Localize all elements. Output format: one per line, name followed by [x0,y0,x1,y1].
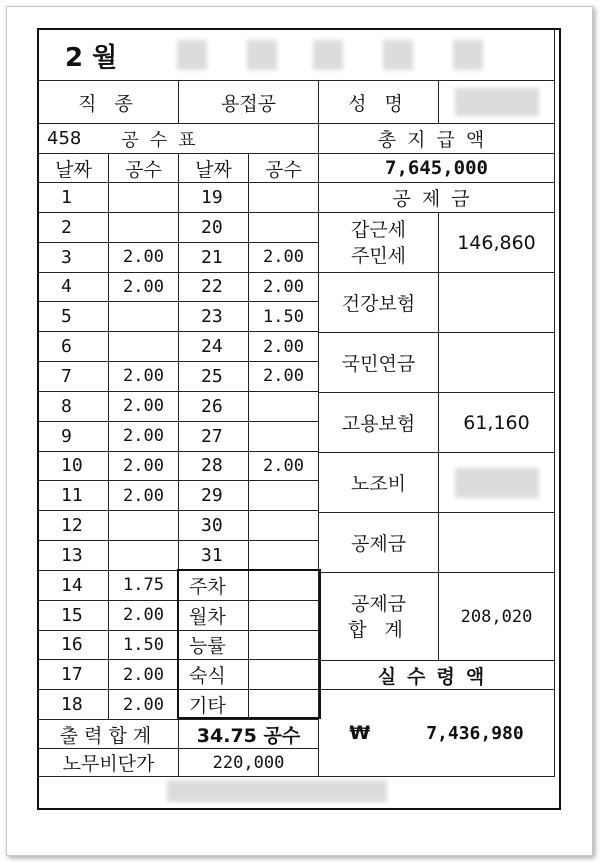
row-day-a: 13 [39,541,109,571]
col-date-2: 날짜 [179,154,249,183]
net-pay-value: 7,436,980 [426,722,524,744]
row-hours-a: 2.00 [109,422,179,452]
row-hours-a [109,183,179,213]
income-tax-label [319,213,439,273]
row-day-b: 25 [179,362,249,392]
gross-value: 7,645,000 [319,154,555,183]
net-pay-label: 실수령액 [319,661,555,690]
total-deduction-label [319,573,439,661]
union-fee-label: 노조비 [319,453,439,513]
row-day-b: 28 [179,451,249,481]
month-title: 2 월 [65,42,118,73]
row-hours-a: 2.00 [109,243,179,273]
col-hours-1: 공수 [109,154,179,183]
row-day-b: 24 [179,332,249,362]
row-day-b: 19 [179,183,249,213]
health-insurance-value [439,273,555,333]
pension-label: 국민연금 [319,333,439,393]
employment-insurance-value: 61,160 [439,393,555,453]
name-value [439,81,555,124]
income-tax-value: 146,860 [439,213,555,273]
job-label: 직 종 [39,81,179,124]
row-hours-a: 2.00 [109,392,179,422]
total-label: 출력합계 [39,720,179,749]
name-label: 성 명 [319,81,439,124]
row-hours-b: 2.00 [249,243,319,273]
row-hours-a: 1.50 [109,630,179,660]
row-hours-a [109,541,179,571]
row-day-b: 27 [179,422,249,452]
row-day-b: 26 [179,392,249,422]
total-deduction-text-2: 합 계 [348,618,409,641]
row-hours-a: 1.75 [109,571,179,601]
pension-value [439,333,555,393]
row-day-a: 18 [39,690,109,720]
redacted-block [453,40,483,70]
row-day-a: 16 [39,630,109,660]
row-hours-b: 2.00 [249,451,319,481]
row-day-b: 30 [179,511,249,541]
employment-insurance-label: 고용보험 [319,393,439,453]
timesheet-code: 458 [47,128,82,149]
deduction-label: 공제금 [319,513,439,573]
row-hours-a: 2.00 [109,601,179,631]
redacted-footer [167,780,387,802]
income-tax-text: 갑근세 [350,218,407,241]
union-fee-value [439,453,555,513]
row-hours-b [249,213,319,243]
redacted-block [313,40,343,70]
net-pay-box [319,690,555,777]
row-hours-b [249,630,319,660]
row-hours-b: 2.00 [249,272,319,302]
total-value: 34.75 공수 [179,720,319,749]
row-hours-b [249,660,319,690]
row-hours-b: 1.50 [249,302,319,332]
row-day-b: 23 [179,302,249,332]
row-day-a: 5 [39,302,109,332]
row-day-a: 11 [39,481,109,511]
row-hours-a [109,332,179,362]
row-day-a: 12 [39,511,109,541]
row-hours-a: 2.00 [109,272,179,302]
job-value: 용접공 [179,81,319,124]
row-day-a: 14 [39,571,109,601]
redacted-union-fee [455,468,539,498]
row-hours-b: 2.00 [249,332,319,362]
row-day-b: 능률 [179,630,249,660]
row-day-a: 1 [39,183,109,213]
row-hours-a: 2.00 [109,660,179,690]
row-hours-b [249,422,319,452]
row-day-a: 7 [39,362,109,392]
health-insurance-label: 건강보험 [319,273,439,333]
row-hours-b: 2.00 [249,362,319,392]
row-hours-b [249,541,319,571]
row-day-b: 20 [179,213,249,243]
row-day-a: 15 [39,601,109,631]
row-day-b: 숙식 [179,660,249,690]
row-hours-b [249,690,319,720]
total-deduction-value: 208,020 [439,573,555,661]
row-day-b: 월차 [179,601,249,631]
row-hours-a [109,213,179,243]
deduction-value [439,513,555,573]
row-hours-b [249,481,319,511]
row-day-b: 21 [179,243,249,273]
timesheet-title: 공수표 [121,129,207,151]
row-day-a: 17 [39,660,109,690]
col-date-1: 날짜 [39,154,109,183]
row-hours-a [109,511,179,541]
won-symbol: ₩ [349,722,371,744]
timesheet-title-row [39,124,319,154]
redacted-name [455,88,539,116]
row-day-a: 4 [39,272,109,302]
row-hours-a [109,302,179,332]
row-hours-b [249,571,319,601]
resident-tax-text: 주민세 [350,244,407,267]
row-day-a: 2 [39,213,109,243]
row-hours-a: 2.00 [109,690,179,720]
row-day-a: 9 [39,422,109,452]
gross-label: 총지급액 [319,124,555,154]
redacted-block [383,40,413,70]
row-day-b: 기타 [179,690,249,720]
row-day-b: 31 [179,541,249,571]
col-hours-2: 공수 [249,154,319,183]
footer-row [39,777,555,804]
row-day-a: 10 [39,451,109,481]
row-day-a: 3 [39,243,109,273]
row-day-a: 6 [39,332,109,362]
redacted-block [177,40,207,70]
row-day-b: 22 [179,272,249,302]
row-day-b: 29 [179,481,249,511]
deduction-header: 공제금 [319,183,555,213]
row-hours-b [249,183,319,213]
total-deduction-text-1: 공제금 [350,592,407,615]
pay-slip [37,28,561,810]
row-hours-b [249,511,319,541]
row-day-b: 주차 [179,571,249,601]
redacted-block [247,40,277,70]
row-hours-b [249,392,319,422]
row-hours-a: 2.00 [109,362,179,392]
rate-value: 220,000 [179,749,319,777]
rate-label: 노무비단가 [39,749,179,777]
row-hours-b [249,601,319,631]
row-hours-a: 2.00 [109,451,179,481]
month-header [39,30,555,81]
row-day-a: 8 [39,392,109,422]
row-hours-a: 2.00 [109,481,179,511]
